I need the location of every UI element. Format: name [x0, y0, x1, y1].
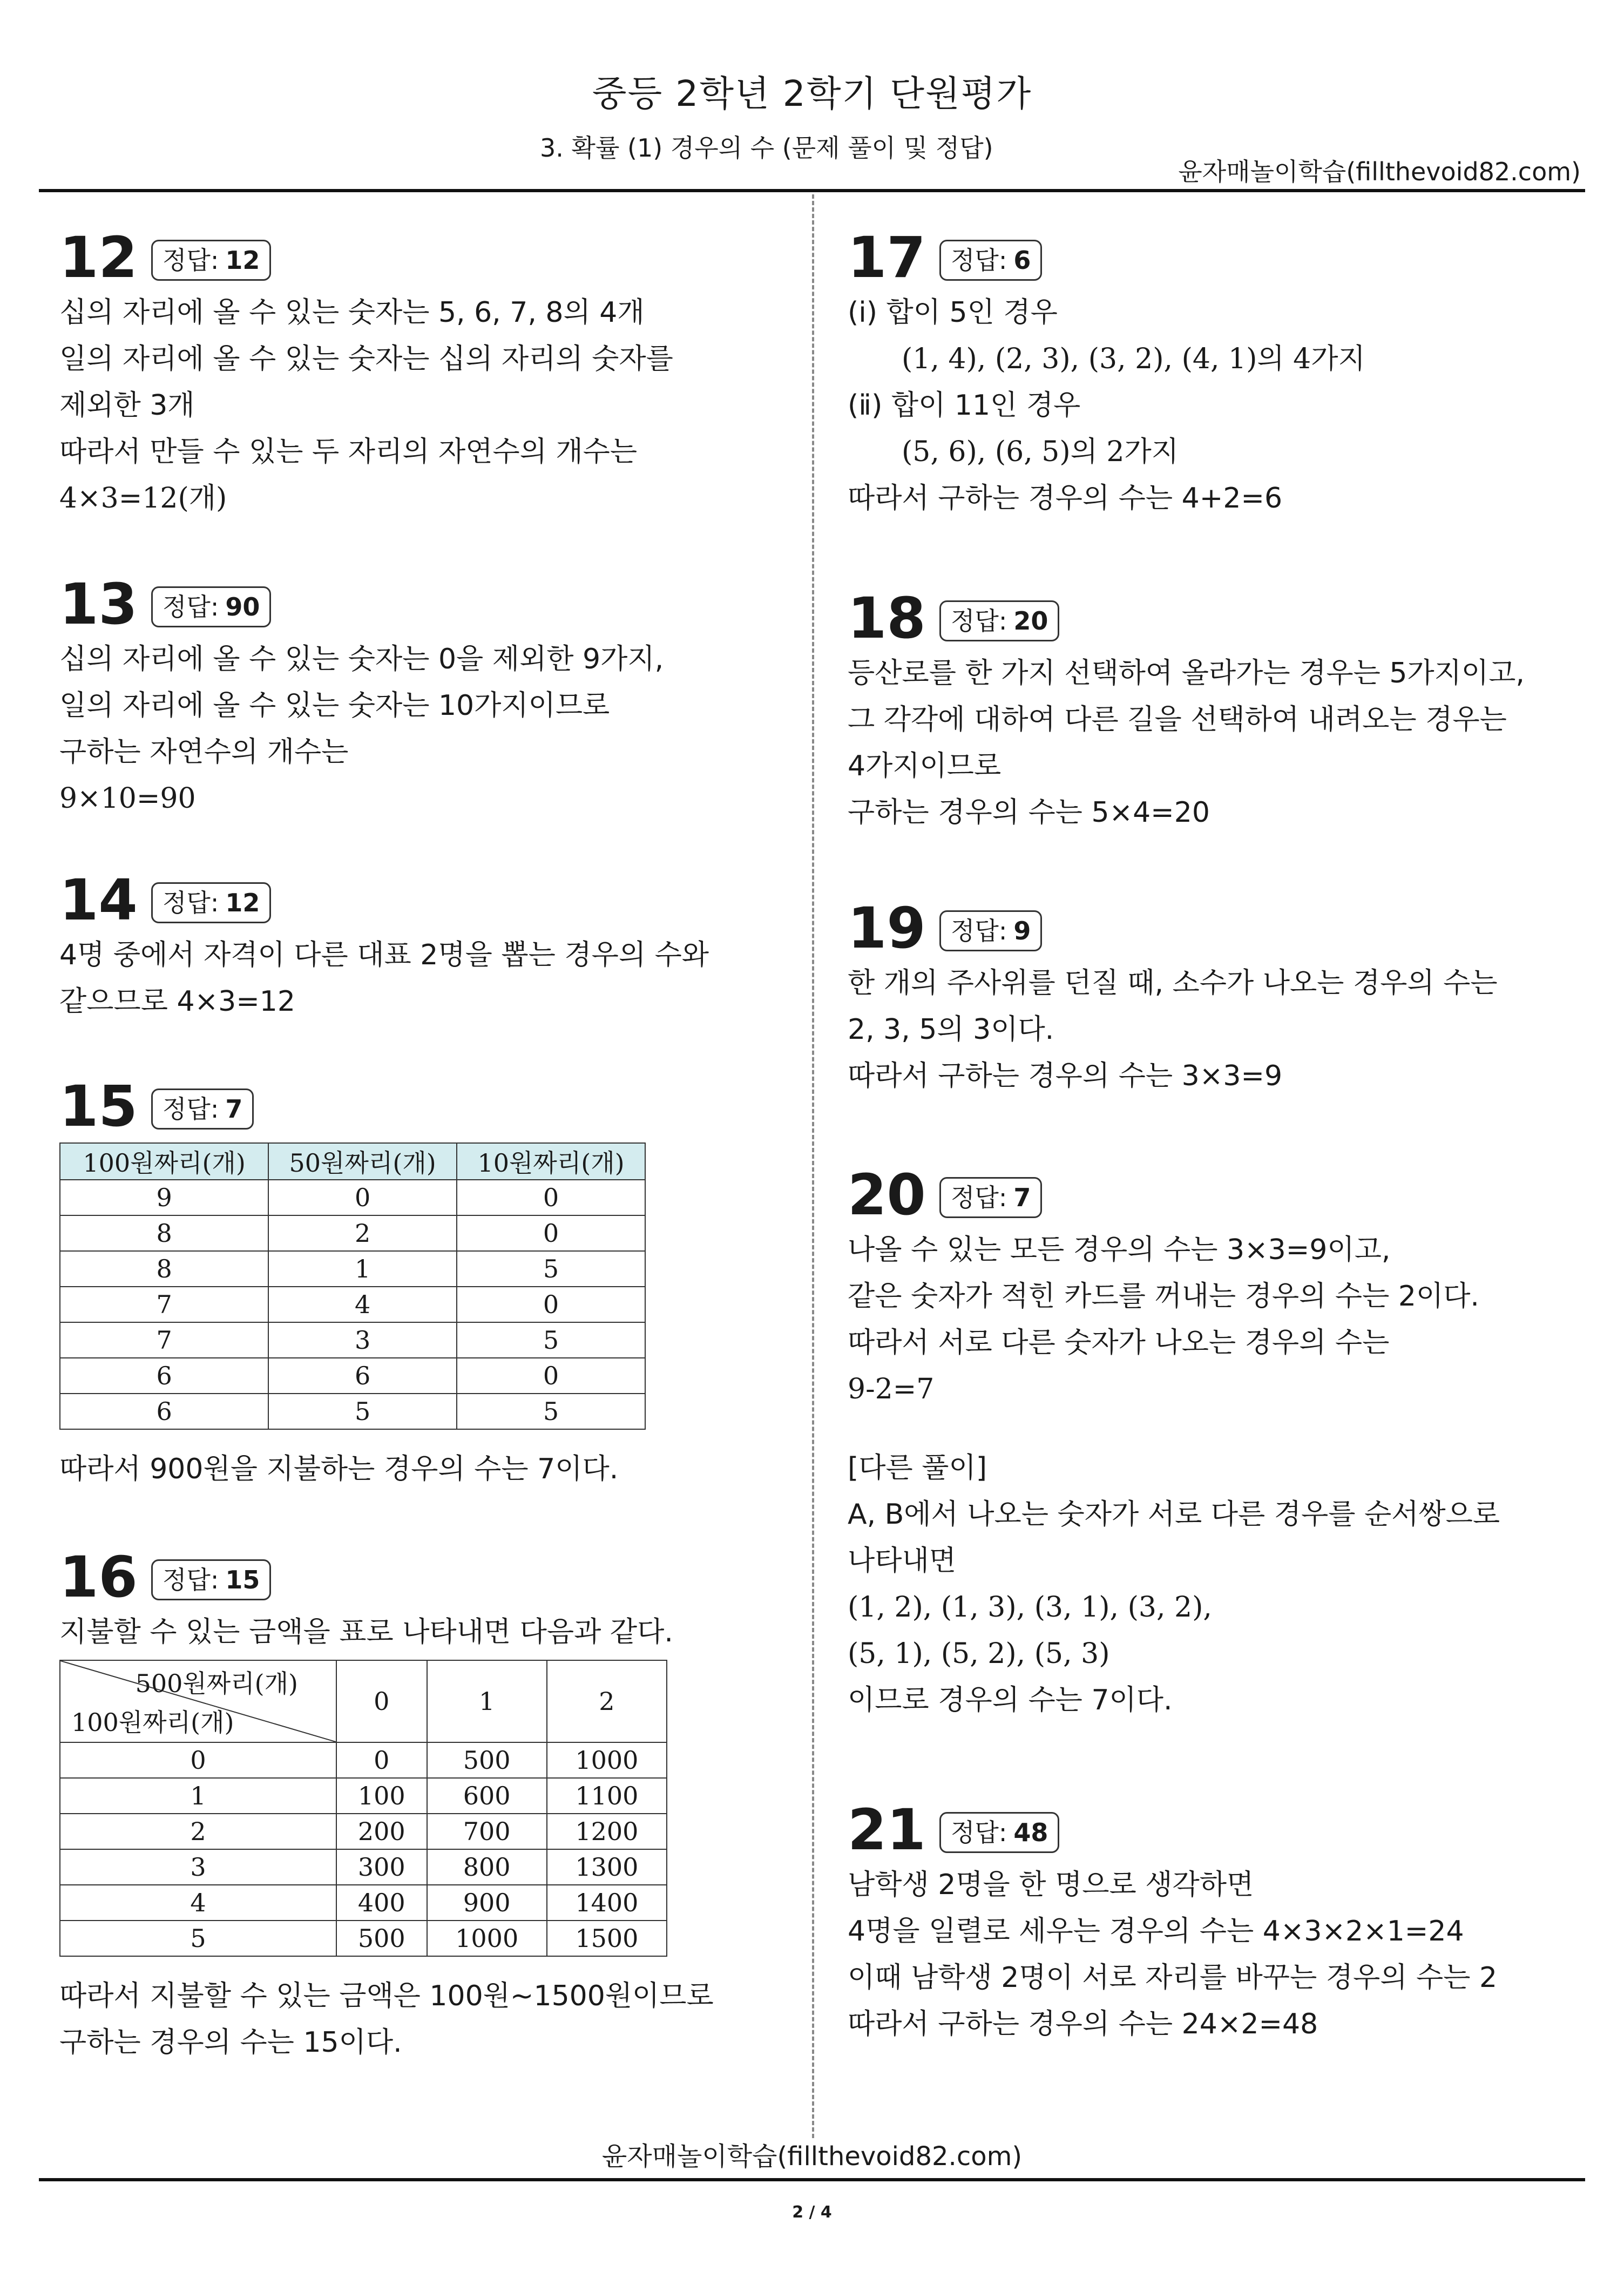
solution-line: (1, 4), (2, 3), (3, 2), (4, 1)의 4가지: [902, 343, 1365, 375]
table-cell: 7: [60, 1287, 268, 1322]
table-row: [60, 1358, 645, 1394]
table-cell: 900: [427, 1885, 547, 1921]
solution-line: (1, 2), (1, 3), (3, 1), (3, 2),: [848, 1591, 1212, 1624]
problem-12: [59, 226, 673, 522]
solution-line: 십의 자리에 올 수 있는 숫자는 0을 제외한 9가지,: [59, 643, 664, 675]
problem-21: [848, 1798, 1497, 2047]
problem-number: 19: [848, 895, 926, 961]
solution-line: 한 개의 주사위를 던질 때, 소수가 나오는 경우의 수는: [848, 967, 1498, 999]
table-cell: 0: [457, 1215, 645, 1251]
solution-line: 따라서 900원을 지불하는 경우의 수는 7이다.: [59, 1453, 619, 1485]
table-cell: 1: [268, 1251, 457, 1287]
solution-line: 등산로를 한 가지 선택하여 올라가는 경우는 5가지이고,: [848, 657, 1525, 689]
answer-badge: [151, 586, 271, 627]
problem-number: 20: [848, 1162, 926, 1228]
solution-line: 제외한 3개: [59, 389, 195, 422]
solution-line: A, B에서 나오는 숫자가 서로 다른 경우를 순서쌍으로: [848, 1498, 1500, 1531]
problem-19: [848, 896, 1498, 1099]
row-label: 0: [60, 1742, 336, 1778]
row-label: 5: [60, 1921, 336, 1956]
problem-number: 16: [59, 1544, 138, 1610]
table-cell: 200: [336, 1814, 427, 1849]
table-cell: 1300: [547, 1849, 667, 1885]
solution-line: 일의 자리에 올 수 있는 숫자는 10가지이므로: [59, 689, 610, 722]
footer-brand: 윤자매놀이학습(fillthevoid82.com): [601, 2141, 1023, 2172]
solution-line: 따라서 지불할 수 있는 금액은 100원~1500원이므로: [59, 1980, 714, 2012]
table-row: [60, 1394, 645, 1429]
table-row: [60, 1885, 667, 1921]
answer-badge: [939, 600, 1059, 641]
answer-label: 정답:: [163, 246, 219, 275]
solution-line: 십의 자리에 올 수 있는 숫자는 5, 6, 7, 8의 4개: [59, 296, 645, 329]
solution-line: 따라서 서로 다른 숫자가 나오는 경우의 수는: [848, 1327, 1390, 1359]
solution-line: (ⅰ) 합이 5인 경우: [848, 296, 1058, 329]
answer-label: 정답:: [951, 1183, 1007, 1212]
solution-line: 그 각각에 대하여 다른 길을 선택하여 내려오는 경우는: [848, 704, 1507, 736]
solution-line: (ⅱ) 합이 11인 경우: [848, 389, 1081, 422]
answer-badge: [939, 240, 1042, 281]
solution-line: 따라서 구하는 경우의 수는 3×3=9: [848, 1060, 1283, 1092]
answer-badge: [151, 1559, 271, 1600]
table-cell: 6: [60, 1358, 268, 1394]
table-corner-cell: [60, 1660, 336, 1742]
solution-line: (5, 6), (6, 5)의 2가지: [902, 436, 1179, 468]
table-cell: 5: [268, 1394, 457, 1429]
solution-line: 4×3=12(개): [59, 482, 227, 515]
answer-value: 12: [225, 888, 260, 917]
row-label: 2: [60, 1814, 336, 1849]
answer-label: 정답:: [163, 592, 219, 621]
header-brand: 윤자매놀이학습(fillthevoid82.com): [1178, 157, 1581, 186]
table-header: 10원짜리(개): [457, 1143, 645, 1180]
solution-line: 나타내면: [848, 1545, 956, 1577]
row-label: 4: [60, 1885, 336, 1921]
problem-20: [848, 1163, 1500, 1723]
solution-line: 구하는 경우의 수는 15이다.: [59, 2026, 402, 2059]
problem-13: [59, 572, 664, 822]
problem-number: 12: [59, 225, 138, 290]
table-cell: 6: [60, 1394, 268, 1429]
solution-line: 나올 수 있는 모든 경우의 수는 3×3=9이고,: [848, 1234, 1391, 1266]
solution-line: 이때 남학생 2명이 서로 자리를 바꾸는 경우의 수는 2: [848, 1962, 1498, 1994]
table-row: [60, 1215, 645, 1251]
table-cell: 9: [60, 1180, 268, 1215]
table-cell: 8: [60, 1215, 268, 1251]
table-cell: 0: [268, 1180, 457, 1215]
table-cell: 8: [60, 1251, 268, 1287]
solution-line: (5, 1), (5, 2), (5, 3): [848, 1638, 1110, 1670]
solution-line: 4가지이므로: [848, 750, 1002, 782]
answer-label: 정답:: [951, 606, 1007, 635]
solution-line: 따라서 구하는 경우의 수는 24×2=48: [848, 2008, 1318, 2040]
answer-badge: [151, 240, 271, 281]
table-header: 0: [336, 1660, 427, 1742]
answer-badge: [151, 1088, 254, 1130]
table-cell: 400: [336, 1885, 427, 1921]
table-cell: 500: [427, 1742, 547, 1778]
table-cell: 800: [427, 1849, 547, 1885]
solution-line: 9×10=90: [59, 782, 196, 815]
table-row: [60, 1921, 667, 1956]
table-row: [60, 1849, 667, 1885]
answer-value: 12: [225, 246, 260, 275]
answer-badge: [151, 882, 271, 923]
answer-value: 20: [1013, 606, 1048, 635]
solution-line: 구하는 경우의 수는 5×4=20: [848, 796, 1210, 829]
table-cell: 1100: [547, 1778, 667, 1814]
table-row: [60, 1287, 645, 1322]
row-label: 1: [60, 1778, 336, 1814]
answer-value: 6: [1013, 246, 1031, 275]
table-cell: 100: [336, 1778, 427, 1814]
problem-number: 15: [59, 1073, 138, 1139]
table-cell: 0: [457, 1287, 645, 1322]
table-row: [60, 1778, 667, 1814]
answer-badge: [939, 1812, 1059, 1853]
answer-label: 정답:: [951, 1818, 1007, 1847]
answer-value: 7: [1013, 1183, 1031, 1212]
table-row: [60, 1322, 645, 1358]
answer-label: 정답:: [951, 246, 1007, 275]
table-cell: 1500: [547, 1921, 667, 1956]
table-cell: 4: [268, 1287, 457, 1322]
table-cell: 7: [60, 1322, 268, 1358]
solution-line: 4명을 일렬로 세우는 경우의 수는 4×3×2×1=24: [848, 1915, 1464, 1948]
solution-line: 이므로 경우의 수는 7이다.: [848, 1684, 1173, 1716]
table-row: [60, 1814, 667, 1849]
table-header: 1: [427, 1660, 547, 1742]
solution-line: 2, 3, 5의 3이다.: [848, 1013, 1054, 1046]
table-cell: 5: [457, 1322, 645, 1358]
table-cell: 600: [427, 1778, 547, 1814]
answer-label: 정답:: [951, 916, 1007, 945]
coin-table: [59, 1142, 646, 1430]
solution-line: 9-2=7: [848, 1373, 935, 1405]
header-rule: [39, 189, 1585, 192]
table-cell: 1400: [547, 1885, 667, 1921]
table-cell: 300: [336, 1849, 427, 1885]
answer-label: 정답:: [163, 1565, 219, 1594]
solution-line: 같은 숫자가 적힌 카드를 꺼내는 경우의 수는 2이다.: [848, 1280, 1479, 1313]
corner-bottom-label: 100원짜리(개): [71, 1708, 234, 1737]
problem-15: [59, 1074, 646, 1492]
problem-number: 17: [848, 225, 926, 290]
problem-17: [848, 226, 1365, 522]
answer-value: 15: [225, 1565, 260, 1594]
amount-table: [59, 1660, 667, 1957]
page-number: 2 / 4: [792, 2203, 832, 2222]
table-cell: 5: [457, 1394, 645, 1429]
page-title: 중등 2학년 2학기 단원평가: [592, 73, 1032, 114]
alt-solution-label: [다른 풀이]: [848, 1452, 987, 1484]
answer-value: 7: [225, 1094, 243, 1124]
answer-label: 정답:: [163, 888, 219, 917]
answer-label: 정답:: [163, 1094, 219, 1124]
problem-number: 13: [59, 571, 138, 637]
answer-badge: [939, 1177, 1042, 1218]
table-header: 2: [547, 1660, 667, 1742]
problem-14: [59, 868, 709, 1025]
table-cell: 700: [427, 1814, 547, 1849]
solution-line: 남학생 2명을 한 명으로 생각하면: [848, 1869, 1254, 1901]
table-cell: 0: [457, 1358, 645, 1394]
problem-number: 21: [848, 1797, 926, 1863]
table-cell: 1200: [547, 1814, 667, 1849]
answer-value: 90: [225, 592, 260, 621]
solution-line: 4명 중에서 자격이 다른 대표 2명을 뽑는 경우의 수와: [59, 939, 709, 971]
corner-top-label: 500원짜리(개): [135, 1669, 298, 1698]
table-cell: 6: [268, 1358, 457, 1394]
table-cell: 1000: [427, 1921, 547, 1956]
answer-value: 48: [1013, 1818, 1048, 1847]
table-cell: 500: [336, 1921, 427, 1956]
solution-line: 일의 자리에 올 수 있는 숫자는 십의 자리의 숫자를: [59, 343, 673, 375]
table-cell: 5: [457, 1251, 645, 1287]
table-cell: 0: [457, 1180, 645, 1215]
problem-number: 14: [59, 867, 138, 933]
column-divider: [812, 194, 814, 2138]
answer-value: 9: [1013, 916, 1031, 945]
problem-number: 18: [848, 585, 926, 651]
table-row: [60, 1251, 645, 1287]
solution-line: 지불할 수 있는 금액을 표로 나타내면 다음과 같다.: [59, 1616, 673, 1648]
solution-line: 구하는 자연수의 개수는: [59, 736, 349, 768]
solution-line: 따라서 만들 수 있는 두 자리의 자연수의 개수는: [59, 436, 638, 468]
problem-18: [848, 586, 1525, 836]
problem-16: [59, 1545, 714, 2066]
table-cell: 1000: [547, 1742, 667, 1778]
table-cell: 3: [268, 1322, 457, 1358]
solution-line: 같으므로 4×3=12: [59, 985, 295, 1018]
page-subtitle: 3. 확률 (1) 경우의 수 (문제 풀이 및 정답): [540, 133, 993, 163]
footer-rule: [39, 2178, 1585, 2181]
table-header: 100원짜리(개): [60, 1143, 268, 1180]
table-header: 50원짜리(개): [268, 1143, 457, 1180]
table-row: [60, 1180, 645, 1215]
table-row: [60, 1742, 667, 1778]
solution-line: 따라서 구하는 경우의 수는 4+2=6: [848, 482, 1283, 515]
table-cell: 0: [336, 1742, 427, 1778]
row-label: 3: [60, 1849, 336, 1885]
answer-badge: [939, 910, 1042, 951]
table-cell: 2: [268, 1215, 457, 1251]
